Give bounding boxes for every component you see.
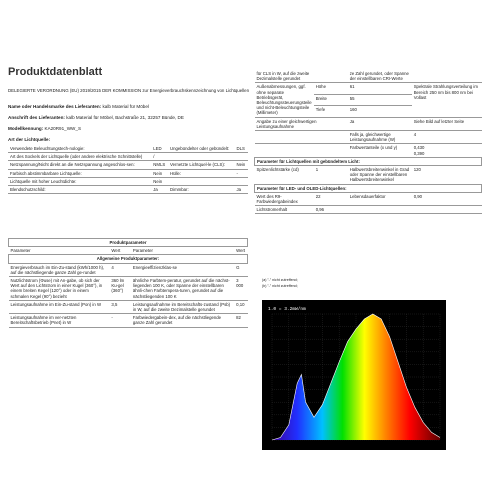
table-cell: 3,5	[109, 300, 131, 313]
table-cell: G	[234, 263, 247, 276]
dim-value-height: 61	[348, 83, 412, 94]
table-row	[9, 314, 248, 327]
col-head-value-1: Wert	[109, 247, 131, 255]
table-cell	[168, 153, 234, 161]
dim-key-width: Breite	[314, 94, 348, 105]
lumen-maintenance-label: Lichtstromerhalt	[255, 206, 314, 214]
spectral-label: Spektrale Strahlungsverteilung im Bereich 250 nm bis 800 nm bei Vollast	[412, 83, 482, 117]
spectral-value: Siehe Bild auf letzter Seite	[412, 117, 482, 130]
table-cell	[234, 153, 248, 161]
table-cell: 4	[109, 263, 131, 276]
table-row	[8, 177, 248, 185]
table-cell: Ungebündelter oder gebündelt:	[168, 145, 234, 153]
dim-key-height: Höhe	[314, 83, 348, 94]
table-cell: Farbisch abstimmbarbare Lichtquelle:	[8, 169, 151, 177]
table-row	[8, 161, 248, 169]
table-cell: 360 lm Ku-gel (360°)	[109, 277, 131, 301]
dim-value-depth: 160	[348, 106, 412, 117]
table-cell: Ja	[234, 186, 248, 194]
supplier-address: kalb Material für Möbel, Bachstraße 21, 32257 Bünde, DE	[66, 115, 184, 120]
table-cell: ähnliche Farbtem-peratur, gerundet auf die nächst-liegenden 100 K, oder Spanne der einstellbaren ähnli-chen Farbtempera-turen, gerundet auf die nächstliegenden 100 K	[131, 277, 234, 301]
type-label: Art der Lichtquelle:	[8, 137, 51, 142]
supplier-address-label: Anschrift des Lieferanten:	[8, 115, 65, 120]
table-cell: Verwendete Beleuchtungstech-nologie:	[8, 145, 151, 153]
table-cell: Hülle:	[168, 169, 234, 177]
table-cell: Leistungsaufnahme im ver-netzten Bereitschaftsbetrieb (Pnet) in W	[9, 314, 110, 327]
table-cell: Nein	[234, 161, 248, 169]
table-row	[8, 145, 248, 153]
supplier-name-label: Name oder Handelsmarke des Lieferanten:	[8, 104, 102, 109]
table-row	[8, 169, 248, 177]
lifetime-factor-value: 0,90	[412, 192, 482, 205]
lumen-maintenance-value: 0,96	[314, 206, 348, 214]
table-cell: /	[151, 153, 168, 161]
led-header: Parameter für LED- und OLED-Lichtquellen:	[255, 184, 482, 192]
table-cell: LED	[151, 145, 168, 153]
right-params-table	[254, 70, 482, 214]
r9-label: Wert des R9-Farbwiedergabeindex	[255, 192, 314, 205]
supplier-name: kalb Material für Möbel	[102, 104, 149, 109]
chroma-y: 0,390	[413, 150, 425, 156]
col-head-param-2: Parameter	[131, 247, 234, 255]
col-head-param-1: Parameter	[9, 247, 110, 255]
peak-intensity-value: 1	[314, 166, 348, 185]
beam-angle-label: Halbwertsbreitenwinkel in Grad oder Spanne der einstellbaren Halbwertsbreitenwinkel	[348, 166, 412, 185]
lifetime-factor-label: Lebensdauerfaktor	[348, 192, 412, 205]
chromaticity-label: Farbwertanteile (x und y)	[348, 144, 412, 157]
table-cell: Farbwiedergabein-dex, auf die nächstliegende ganze Zahl gerundet	[131, 314, 234, 327]
table-cell: Leistungsaufnahme im Bereitschafts-zustand (Psb) in W, auf die zweite Dezimalstelle gerundet	[131, 300, 234, 313]
equivalent-power-right-label: Falls ja, gleichwertige Leistungsaufnahme (W)	[348, 131, 412, 144]
table-cell	[234, 177, 248, 185]
table-cell: Netzspannung/Nicht direkt an die Netzspannung angeschlos-sen:	[8, 161, 151, 169]
table-cell: -	[109, 314, 131, 327]
table-cell: Dimmbar:	[168, 186, 234, 194]
table-row	[8, 153, 248, 161]
beam-angle-value: 120	[412, 166, 482, 185]
table-cell: Art des Sockels der Lichtquelle (oder andere elektrische Schnittstelle)	[8, 153, 151, 161]
table-cell: Nein	[151, 177, 168, 185]
table-cell: Energieverbrauch im Ein-Zu-stand (kWh/1000 h), auf die nächstliegende ganze Zahl ge-rundet	[9, 263, 110, 276]
col-head-value-2: Wert	[234, 247, 247, 255]
footnote-2: (b) "-" nicht zutreffend;	[262, 284, 298, 288]
table-cell: Lichtquelle mit hoher Leuchtdichte:	[8, 177, 151, 185]
model-label: Modellkennung:	[8, 126, 44, 131]
table-cell: Leistungsaufnahme im Ein-Zu-stand (Pon) in W	[9, 300, 110, 313]
table-row	[8, 186, 248, 194]
table-cell: Nein	[151, 169, 168, 177]
table-cell: 82	[234, 314, 247, 327]
table-cell: DLS	[234, 145, 248, 153]
table-cell: 0,10	[234, 300, 247, 313]
equivalent-power-value: Ja	[348, 117, 412, 130]
peak-intensity-label: Spitzenlichtstärke (cd)	[255, 166, 314, 185]
table-row	[9, 263, 248, 276]
right-top-text-2: ze Zahl gerundet, oder Spanne der einstellbaren CRI-Werte	[348, 70, 412, 83]
table-cell: 3 000	[234, 277, 247, 301]
equivalent-power-right-value: 4	[412, 131, 482, 144]
chromaticity-values	[412, 144, 482, 157]
model-line	[8, 126, 81, 131]
product-params-header: Produktparameter	[9, 239, 248, 247]
dim-key-depth: Tiefe	[314, 106, 348, 117]
table-row	[9, 277, 248, 301]
table-cell: Nutzlichtstrom (Φuse) mit An-gabe, ob sich der Wert auf den Lichtstrom in einer Kugel (360°), in einem breiten Kegel (120°) oder in einem schmalen Kegel (90°) bezieht	[9, 277, 110, 301]
table-cell: Ja	[151, 186, 168, 194]
chroma-x: 0,430	[413, 145, 425, 151]
product-params-table	[8, 238, 248, 328]
supplier-name-line	[8, 104, 149, 109]
general-params-header: Allgemeine Produktparameter:	[9, 255, 248, 263]
chart-annotation: 1.0 = 3.2mW/nm	[268, 307, 306, 312]
equivalent-power-label: Angabe zu einer gleichwertigen Leistungsaufnahme	[255, 117, 348, 130]
table-cell: -	[234, 169, 248, 177]
table-row	[9, 300, 248, 313]
page-title: Produktdatenblatt	[8, 66, 103, 78]
regulation-subtitle: DELEGIERTE VERORDNUNG (EU) 2019/2015 DER KOMMISSION zur Energieverbrauchskennzeichnung von Lichtquellen	[8, 88, 250, 93]
table-cell: Vernetzte Lichtquel-le (CLS):	[168, 161, 234, 169]
dimensions-label: Außenabmessungen, ggf. ohne separate Betriebsgerät, Beleuchtungssteuerungsteile und nicht-Beleuchtungsteile (Millimeter)	[256, 84, 312, 116]
model-id: KA20R91_WW_S	[44, 126, 82, 131]
table-cell: NMLS	[151, 161, 168, 169]
spectral-distribution-chart	[262, 300, 446, 450]
dim-value-width: 55	[348, 94, 412, 105]
lightsource-type-table	[8, 145, 248, 194]
footnote-1: (a) "-" nicht zutreffend;	[262, 278, 298, 282]
r9-value: 22	[314, 192, 348, 205]
table-cell: Blendschutzschild:	[8, 186, 151, 194]
directional-header: Parameter für Lichtquellen mit gebündeltem Licht:	[255, 157, 482, 165]
table-cell: Energieeffizienzklas-se	[131, 263, 234, 276]
table-cell	[168, 177, 234, 185]
right-top-text: für CLS in W, auf die zweite Dezimalstelle gerundet	[255, 70, 314, 83]
supplier-address-line	[8, 115, 184, 120]
